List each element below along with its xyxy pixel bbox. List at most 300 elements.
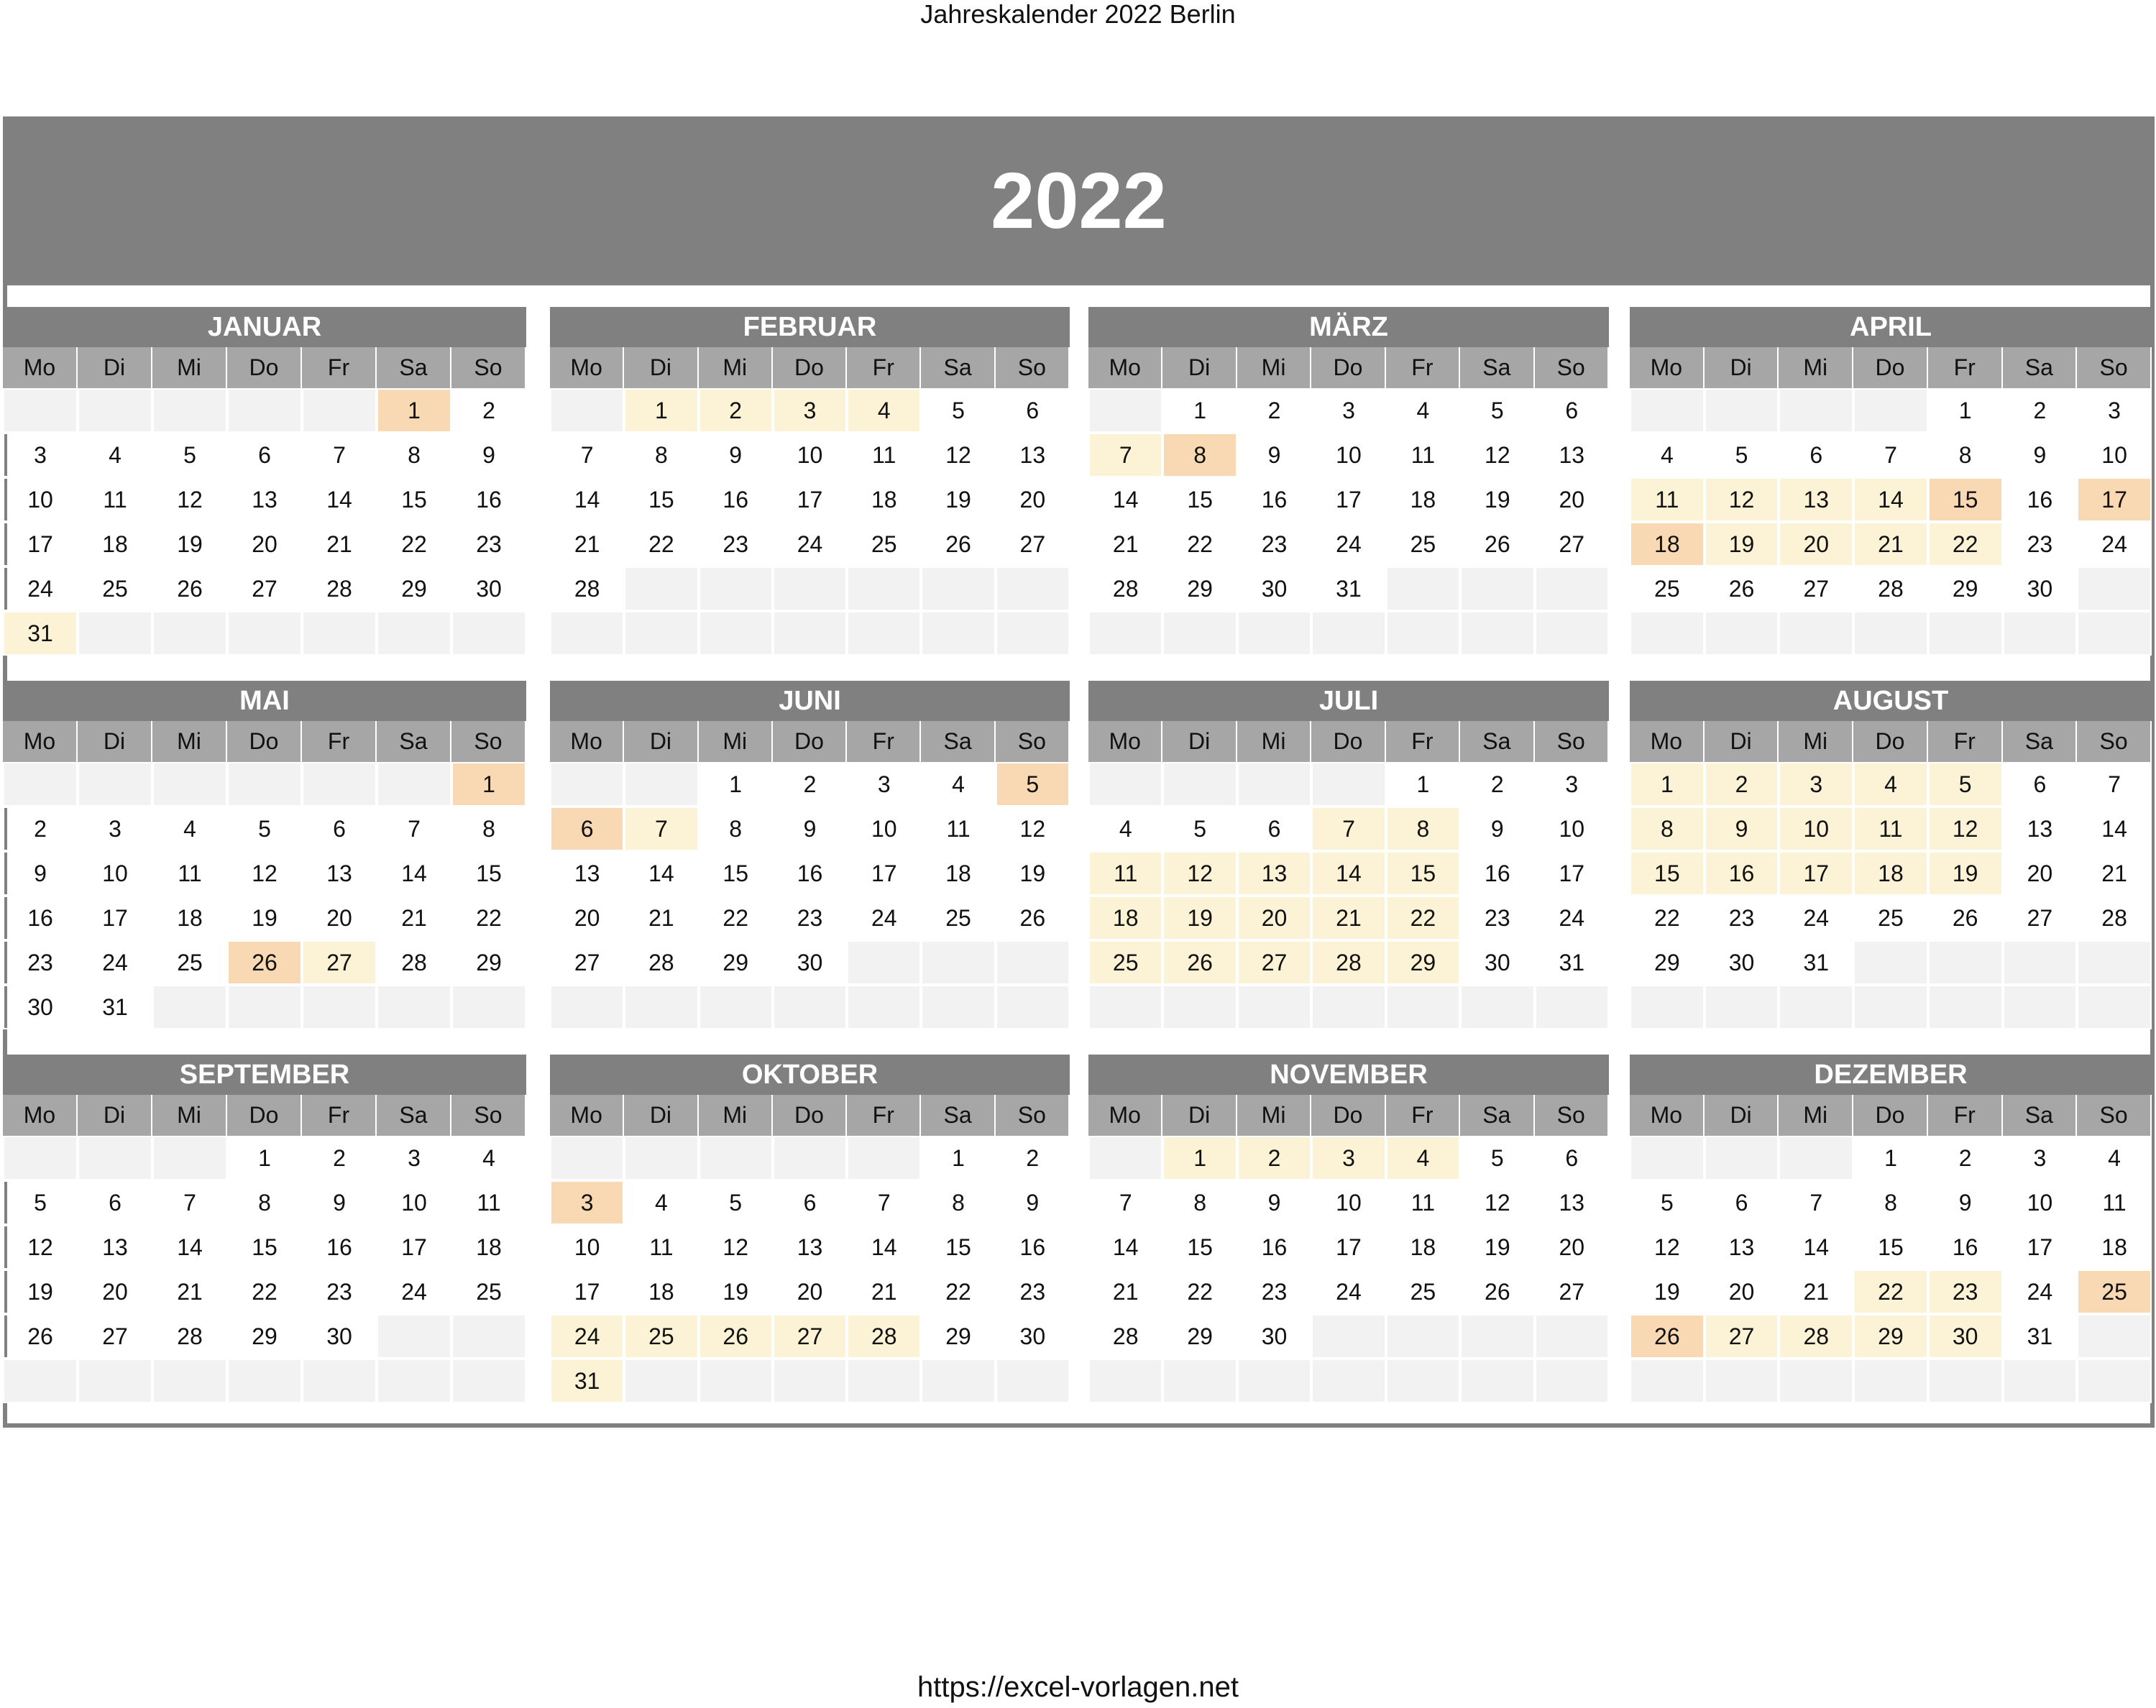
day-cell: 20 [773, 1269, 847, 1314]
empty-day-cell [1311, 1314, 1385, 1359]
day-cell: 12 [996, 807, 1070, 851]
empty-day-cell [1386, 1359, 1460, 1403]
day-cell: 1 [1853, 1136, 1928, 1180]
month-juni [550, 681, 1070, 1029]
day-cell: 14 [152, 1225, 227, 1269]
weekday-header: Fr [1386, 721, 1460, 762]
day-cell: 26 [1460, 522, 1534, 566]
day-cell: 14 [624, 851, 698, 896]
day-cell: 29 [1386, 940, 1460, 985]
day-cell: 15 [1162, 1225, 1237, 1269]
weekday-header: Fr [847, 721, 921, 762]
day-cell: 22 [1928, 522, 2003, 566]
day-cell: 16 [1705, 851, 1779, 896]
day-cell: 31 [3, 611, 78, 656]
empty-day-cell [451, 1359, 526, 1403]
day-cell: 17 [550, 1269, 624, 1314]
empty-day-cell [377, 762, 451, 807]
day-cell: 26 [1460, 1269, 1534, 1314]
day-cell: 4 [1088, 807, 1162, 851]
day-cell: 24 [1779, 896, 1853, 940]
day-cell: 14 [1853, 477, 1928, 522]
day-cell: 23 [773, 896, 847, 940]
weekday-header: Sa [2003, 721, 2078, 762]
day-cell: 19 [227, 896, 302, 940]
day-cell: 10 [3, 477, 78, 522]
day-cell: 2 [2003, 388, 2078, 433]
day-cell: 22 [921, 1269, 995, 1314]
empty-day-cell [921, 940, 995, 985]
day-cell: 2 [3, 807, 78, 851]
empty-day-cell [1386, 566, 1460, 611]
month-august [1630, 681, 2152, 1029]
day-cell: 23 [2003, 522, 2078, 566]
day-cell: 2 [1928, 1136, 2003, 1180]
weekday-header: Fr [1928, 347, 2003, 388]
weekday-header: Fr [1928, 1095, 2003, 1136]
day-cell: 28 [2077, 896, 2152, 940]
day-cell: 28 [1088, 566, 1162, 611]
day-cell: 16 [3, 896, 78, 940]
empty-day-cell [921, 985, 995, 1029]
empty-day-cell [550, 611, 624, 656]
weekday-header: Di [624, 1095, 698, 1136]
day-cell: 15 [699, 851, 773, 896]
day-cell: 14 [302, 477, 377, 522]
weekday-header: Do [227, 1095, 302, 1136]
day-cell: 11 [1630, 477, 1705, 522]
day-cell: 31 [1779, 940, 1853, 985]
day-cell: 13 [1535, 1180, 1609, 1225]
day-cell: 29 [921, 1314, 995, 1359]
day-cell: 4 [451, 1136, 526, 1180]
day-cell: 13 [996, 433, 1070, 477]
month-title: FEBRUAR [550, 307, 1070, 347]
weekday-header: Mi [699, 347, 773, 388]
day-cell: 16 [451, 477, 526, 522]
weekday-header: Sa [2003, 347, 2078, 388]
weekday-header: So [996, 721, 1070, 762]
day-cell: 28 [1311, 940, 1385, 985]
day-cell: 14 [1311, 851, 1385, 896]
weekday-header: Mi [699, 721, 773, 762]
day-cell: 7 [1088, 433, 1162, 477]
day-cell: 27 [773, 1314, 847, 1359]
empty-day-cell [1853, 985, 1928, 1029]
month-november [1088, 1055, 1609, 1403]
day-cell: 7 [1779, 1180, 1853, 1225]
day-cell: 31 [1311, 566, 1385, 611]
empty-day-cell [1853, 611, 1928, 656]
day-cell: 27 [1535, 522, 1609, 566]
footer-url[interactable]: https://excel-vorlagen.net [917, 1671, 1239, 1703]
day-cell: 9 [773, 807, 847, 851]
empty-day-cell [847, 611, 921, 656]
day-cell: 8 [1853, 1180, 1928, 1225]
day-cell: 3 [1779, 762, 1853, 807]
day-cell: 3 [773, 388, 847, 433]
day-cell: 5 [921, 388, 995, 433]
day-cell: 23 [1705, 896, 1779, 940]
day-cell: 29 [699, 940, 773, 985]
day-cell: 29 [227, 1314, 302, 1359]
day-cell: 19 [921, 477, 995, 522]
day-cell: 12 [1460, 433, 1534, 477]
weekday-header: Di [78, 721, 152, 762]
empty-day-cell [377, 985, 451, 1029]
day-cell: 21 [302, 522, 377, 566]
day-cell: 10 [1535, 807, 1609, 851]
day-cell: 10 [1779, 807, 1853, 851]
day-cell: 17 [1535, 851, 1609, 896]
day-cell: 27 [550, 940, 624, 985]
day-cell: 13 [302, 851, 377, 896]
day-cell: 22 [1162, 1269, 1237, 1314]
empty-day-cell [1088, 611, 1162, 656]
day-cell: 30 [996, 1314, 1070, 1359]
empty-day-cell [302, 985, 377, 1029]
day-cell: 24 [773, 522, 847, 566]
day-cell: 1 [1928, 388, 2003, 433]
day-cell: 1 [451, 762, 526, 807]
day-cell: 7 [624, 807, 698, 851]
day-cell: 27 [227, 566, 302, 611]
day-cell: 30 [451, 566, 526, 611]
day-cell: 11 [2077, 1180, 2152, 1225]
day-cell: 20 [1535, 1225, 1609, 1269]
day-cell: 28 [847, 1314, 921, 1359]
day-cell: 24 [2003, 1269, 2078, 1314]
day-cell: 3 [2077, 388, 2152, 433]
day-cell: 3 [1311, 1136, 1385, 1180]
day-cell: 10 [78, 851, 152, 896]
weekday-header: Mo [3, 347, 78, 388]
weekday-header: Mo [3, 1095, 78, 1136]
day-cell: 14 [1779, 1225, 1853, 1269]
empty-day-cell [1535, 985, 1609, 1029]
day-cell: 10 [773, 433, 847, 477]
weekday-header: Sa [377, 1095, 451, 1136]
empty-day-cell [624, 611, 698, 656]
empty-day-cell [773, 1136, 847, 1180]
day-cell: 28 [550, 566, 624, 611]
month-april [1630, 307, 2152, 656]
weekday-header: Fr [1928, 721, 2003, 762]
month-dezember [1630, 1055, 2152, 1403]
day-cell: 10 [377, 1180, 451, 1225]
day-cell: 16 [1928, 1225, 2003, 1269]
month-title: MAI [3, 681, 526, 721]
day-cell: 26 [152, 566, 227, 611]
day-cell: 15 [1928, 477, 2003, 522]
day-cell: 6 [773, 1180, 847, 1225]
day-cell: 24 [3, 566, 78, 611]
day-cell: 12 [1162, 851, 1237, 896]
day-cell: 25 [78, 566, 152, 611]
empty-day-cell [1705, 1136, 1779, 1180]
empty-day-cell [78, 1136, 152, 1180]
weekday-header: Fr [302, 721, 377, 762]
empty-day-cell [1088, 1359, 1162, 1403]
day-cell: 23 [302, 1269, 377, 1314]
day-cell: 15 [1386, 851, 1460, 896]
weekday-header: Sa [377, 347, 451, 388]
day-cell: 18 [1088, 896, 1162, 940]
weekday-header: Do [227, 347, 302, 388]
day-cell: 10 [2077, 433, 2152, 477]
empty-day-cell [1630, 1359, 1705, 1403]
day-cell: 2 [773, 762, 847, 807]
day-cell: 19 [699, 1269, 773, 1314]
empty-day-cell [996, 566, 1070, 611]
day-cell: 13 [2003, 807, 2078, 851]
empty-day-cell [1928, 1359, 2003, 1403]
weekday-header: So [451, 721, 526, 762]
day-cell: 23 [3, 940, 78, 985]
day-cell: 8 [451, 807, 526, 851]
day-cell: 29 [377, 566, 451, 611]
empty-day-cell [996, 985, 1070, 1029]
day-cell: 27 [1705, 1314, 1779, 1359]
day-cell: 25 [1386, 522, 1460, 566]
day-cell: 18 [624, 1269, 698, 1314]
weekday-header: So [451, 1095, 526, 1136]
day-cell: 19 [996, 851, 1070, 896]
day-cell: 26 [1928, 896, 2003, 940]
empty-day-cell [1162, 611, 1237, 656]
weekday-header: Di [78, 347, 152, 388]
day-cell: 3 [78, 807, 152, 851]
empty-day-cell [451, 985, 526, 1029]
day-cell: 22 [377, 522, 451, 566]
empty-day-cell [3, 1359, 78, 1403]
day-cell: 21 [377, 896, 451, 940]
day-cell: 20 [1535, 477, 1609, 522]
empty-day-cell [1460, 566, 1534, 611]
weekday-header: Sa [1460, 347, 1534, 388]
day-cell: 9 [1705, 807, 1779, 851]
empty-day-cell [227, 985, 302, 1029]
weekday-header: Do [1853, 1095, 1928, 1136]
day-cell: 26 [1630, 1314, 1705, 1359]
weekday-header: Do [1311, 347, 1385, 388]
day-cell: 20 [996, 477, 1070, 522]
day-cell: 7 [302, 433, 377, 477]
day-cell: 20 [1779, 522, 1853, 566]
day-cell: 6 [1237, 807, 1311, 851]
day-cell: 28 [624, 940, 698, 985]
empty-day-cell [1237, 611, 1311, 656]
day-cell: 8 [699, 807, 773, 851]
day-cell: 9 [1237, 1180, 1311, 1225]
day-cell: 24 [1311, 522, 1385, 566]
empty-day-cell [1630, 1136, 1705, 1180]
weekday-header: So [451, 347, 526, 388]
day-cell: 22 [1386, 896, 1460, 940]
day-cell: 13 [1535, 433, 1609, 477]
day-cell: 4 [921, 762, 995, 807]
day-cell: 15 [1162, 477, 1237, 522]
day-cell: 13 [1779, 477, 1853, 522]
empty-day-cell [996, 611, 1070, 656]
day-cell: 24 [78, 940, 152, 985]
day-cell: 9 [1928, 1180, 2003, 1225]
weekday-header: Fr [1386, 347, 1460, 388]
day-cell: 4 [1853, 762, 1928, 807]
year-banner: 2022 [3, 116, 2155, 285]
month-title: MÄRZ [1088, 307, 1609, 347]
day-cell: 10 [847, 807, 921, 851]
weekday-header: Mo [1088, 347, 1162, 388]
day-cell: 26 [699, 1314, 773, 1359]
day-cell: 28 [377, 940, 451, 985]
empty-day-cell [377, 1359, 451, 1403]
weekday-header: Di [624, 347, 698, 388]
empty-day-cell [996, 940, 1070, 985]
empty-day-cell [78, 611, 152, 656]
empty-day-cell [3, 1136, 78, 1180]
empty-day-cell [1162, 762, 1237, 807]
weekday-header: Di [1705, 721, 1779, 762]
day-cell: 15 [1853, 1225, 1928, 1269]
day-cell: 4 [152, 807, 227, 851]
empty-day-cell [2077, 1359, 2152, 1403]
empty-day-cell [1311, 611, 1385, 656]
empty-day-cell [1630, 388, 1705, 433]
day-cell: 7 [2077, 762, 2152, 807]
month-februar [550, 307, 1070, 656]
empty-day-cell [2077, 611, 2152, 656]
day-cell: 21 [1779, 1269, 1853, 1314]
weekday-header: So [996, 1095, 1070, 1136]
day-cell: 7 [847, 1180, 921, 1225]
day-cell: 5 [1630, 1180, 1705, 1225]
empty-day-cell [550, 388, 624, 433]
day-cell: 7 [152, 1180, 227, 1225]
day-cell: 19 [152, 522, 227, 566]
day-cell: 12 [921, 433, 995, 477]
empty-day-cell [451, 1314, 526, 1359]
empty-day-cell [1088, 985, 1162, 1029]
month-title: NOVEMBER [1088, 1055, 1609, 1095]
weekday-header: Mo [550, 347, 624, 388]
day-cell: 5 [1460, 388, 1534, 433]
weekday-header: Fr [847, 1095, 921, 1136]
day-cell: 16 [996, 1225, 1070, 1269]
day-cell: 14 [1088, 1225, 1162, 1269]
day-cell: 4 [624, 1180, 698, 1225]
day-cell: 16 [1237, 477, 1311, 522]
empty-day-cell [1088, 388, 1162, 433]
day-cell: 8 [1928, 433, 2003, 477]
day-cell: 4 [1630, 433, 1705, 477]
day-cell: 16 [1460, 851, 1534, 896]
day-cell: 19 [1705, 522, 1779, 566]
day-cell: 30 [1237, 1314, 1311, 1359]
empty-day-cell [2003, 611, 2078, 656]
day-cell: 9 [1460, 807, 1534, 851]
day-cell: 13 [1705, 1225, 1779, 1269]
empty-day-cell [773, 566, 847, 611]
day-cell: 31 [78, 985, 152, 1029]
empty-day-cell [152, 388, 227, 433]
day-cell: 16 [773, 851, 847, 896]
day-cell: 2 [1237, 388, 1311, 433]
empty-day-cell [847, 985, 921, 1029]
month-september [3, 1055, 526, 1403]
empty-day-cell [699, 566, 773, 611]
day-cell: 5 [1705, 433, 1779, 477]
day-cell: 19 [1928, 851, 2003, 896]
weekday-header: Do [1853, 347, 1928, 388]
empty-day-cell [921, 566, 995, 611]
weekday-header: So [996, 347, 1070, 388]
weekday-header: Do [1311, 721, 1385, 762]
day-cell: 19 [1162, 896, 1237, 940]
weekday-header: Mi [152, 1095, 227, 1136]
day-cell: 7 [377, 807, 451, 851]
day-cell: 4 [78, 433, 152, 477]
day-cell: 8 [377, 433, 451, 477]
day-cell: 5 [1928, 762, 2003, 807]
day-cell: 25 [1386, 1269, 1460, 1314]
weekday-header: Mo [1088, 721, 1162, 762]
day-cell: 6 [1535, 1136, 1609, 1180]
empty-day-cell [1162, 1359, 1237, 1403]
day-cell: 12 [152, 477, 227, 522]
day-cell: 17 [847, 851, 921, 896]
day-cell: 15 [377, 477, 451, 522]
day-cell: 30 [1237, 566, 1311, 611]
day-cell: 3 [847, 762, 921, 807]
day-cell: 30 [1460, 940, 1534, 985]
empty-day-cell [3, 762, 78, 807]
day-cell: 13 [227, 477, 302, 522]
empty-day-cell [699, 611, 773, 656]
day-cell: 11 [78, 477, 152, 522]
weekday-header: Sa [921, 721, 995, 762]
day-cell: 2 [302, 1136, 377, 1180]
day-cell: 11 [1386, 1180, 1460, 1225]
day-cell: 16 [1237, 1225, 1311, 1269]
day-cell: 18 [1386, 477, 1460, 522]
weekday-header: Sa [921, 1095, 995, 1136]
day-cell: 11 [1386, 433, 1460, 477]
empty-day-cell [773, 611, 847, 656]
day-cell: 3 [1535, 762, 1609, 807]
day-cell: 28 [1088, 1314, 1162, 1359]
day-cell: 27 [1779, 566, 1853, 611]
day-cell: 11 [1088, 851, 1162, 896]
day-cell: 24 [550, 1314, 624, 1359]
day-cell: 30 [773, 940, 847, 985]
weekday-header: Sa [2003, 1095, 2078, 1136]
day-cell: 23 [451, 522, 526, 566]
month-title: JANUAR [3, 307, 526, 347]
weekday-header: Do [773, 1095, 847, 1136]
day-cell: 1 [624, 388, 698, 433]
weekday-header: So [2077, 721, 2152, 762]
day-cell: 20 [2003, 851, 2078, 896]
empty-day-cell [152, 1359, 227, 1403]
day-cell: 21 [847, 1269, 921, 1314]
day-cell: 18 [2077, 1225, 2152, 1269]
day-cell: 11 [451, 1180, 526, 1225]
empty-day-cell [377, 611, 451, 656]
day-cell: 11 [921, 807, 995, 851]
day-cell: 15 [227, 1225, 302, 1269]
day-cell: 1 [1162, 1136, 1237, 1180]
